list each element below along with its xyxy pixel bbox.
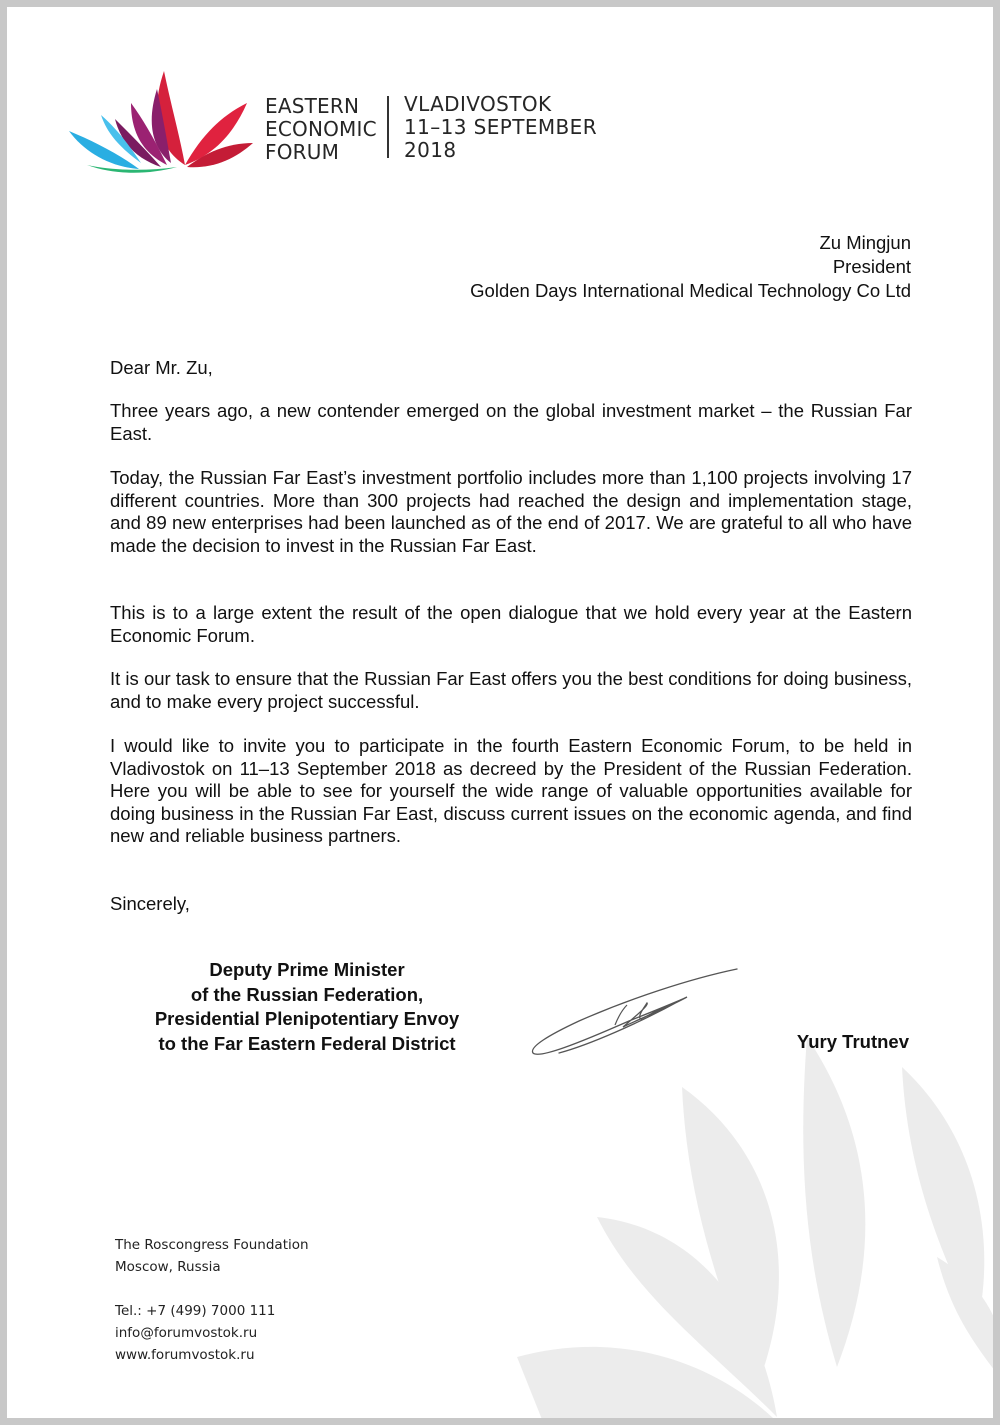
letter-paragraph: Three years ago, a new contender emerged on the global investment market – the Russian Far East. (110, 400, 912, 444)
signatory-title-line: of the Russian Federation, (190, 983, 424, 1005)
wordmark-line: EASTERN (265, 94, 360, 118)
recipient-company: Golden Days International Medical Technology Co Ltd (470, 280, 911, 301)
closing: Sincerely, (110, 893, 190, 914)
letter-paragraph: I would like to invite you to participate in the fourth Eastern Economic Forum, to be held in Vladivostok on 11–13 September 2018 as decreed by the President of the Russian Federation. Here you will be able to see for yourself the wide range of valuable opportunities available for doing business in the Russian Far East, discuss current issues on the economic agenda, and find new and reliable business partners. (110, 735, 912, 847)
signatory-title-line: Deputy Prime Minister (209, 959, 405, 980)
wordmark-line: ECONOMIC (265, 117, 377, 141)
signatory-name: Yury Trutnev (796, 1031, 909, 1052)
footer-org-name: The Roscongress Foundation (115, 1237, 309, 1253)
signatory-title (107, 958, 507, 1056)
letter-paragraph: Today, the Russian Far East’s investment portfolio includes more than 1,100 projects involving 17 different countries. More than 300 projects had reached the design and implementation stage, and 89 new enterprises had been launched as of the end of 2017. We are grateful to all who have made the decision to invest in the Russian Far East. (110, 467, 912, 556)
footer-phone: Tel.: +7 (499) 7000 111 (115, 1303, 276, 1319)
footer-city: Moscow, Russia (115, 1259, 221, 1275)
letter-page (7, 7, 993, 1418)
lotus-watermark-icon (507, 1027, 993, 1418)
handwritten-signature-icon (519, 965, 749, 1060)
recipient-name: Zu Mingjun (819, 232, 911, 253)
footer-organization (115, 1234, 309, 1278)
letter-paragraph: This is to a large extent the result of the open dialogue that we hold every year at the Eastern Economic Forum. (110, 602, 912, 646)
signatory-title-line: Presidential Plenipotentiary Envoy (154, 1008, 460, 1029)
event-city: VLADIVOSTOK (404, 92, 552, 116)
footer-contacts (115, 1300, 275, 1366)
recipient-block (470, 231, 911, 303)
recipient-title: President (832, 256, 911, 277)
footer-website[interactable]: www.forumvostok.ru (115, 1347, 255, 1363)
event-year: 2018 (404, 138, 457, 162)
forum-lotus-logo-icon (67, 63, 255, 173)
header-divider (387, 96, 389, 158)
event-info (404, 93, 597, 162)
forum-name-wordmark (265, 95, 377, 164)
event-dates: 11–13 SEPTEMBER (404, 115, 598, 139)
wordmark-line: FORUM (265, 140, 340, 164)
salutation: Dear Mr. Zu, (110, 357, 213, 378)
letter-paragraph: It is our task to ensure that the Russian Far East offers you the best conditions for doing business, and to make every project successful. (110, 668, 912, 712)
signatory-title-line: to the Far Eastern Federal District (158, 1032, 456, 1054)
footer-email[interactable]: info@forumvostok.ru (115, 1325, 258, 1341)
